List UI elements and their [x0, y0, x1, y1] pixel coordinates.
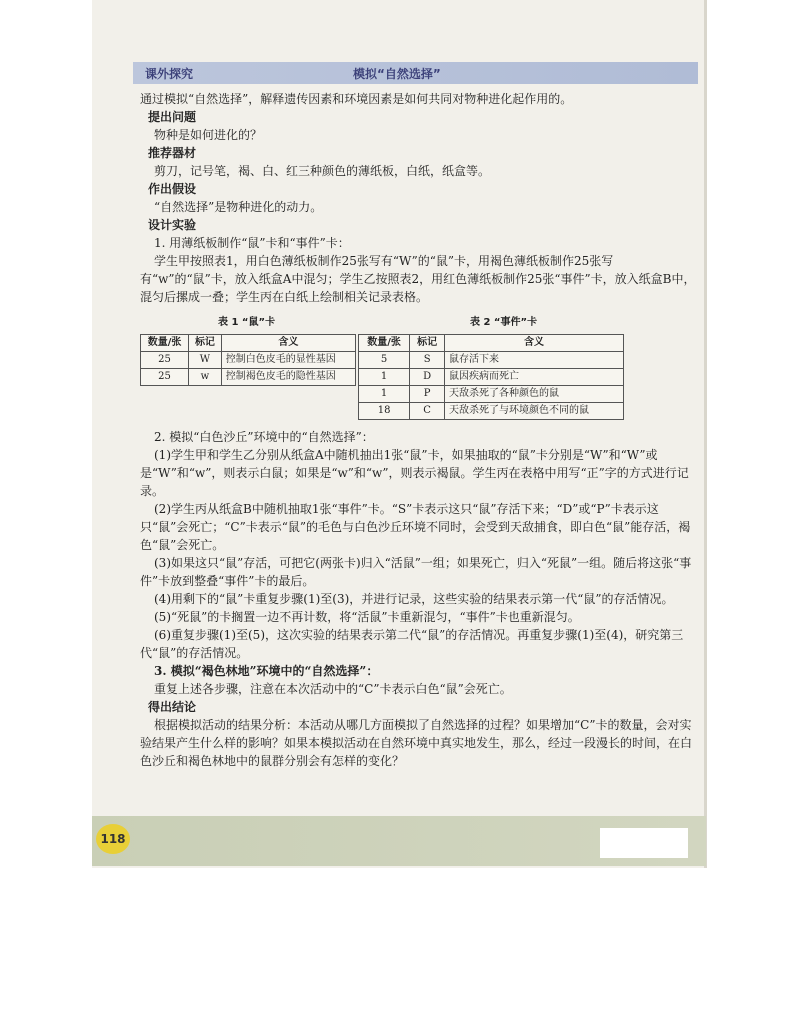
- table-row: [359, 386, 624, 403]
- question-text: 物种是如何进化的？: [154, 128, 263, 142]
- table-row: [359, 352, 624, 369]
- table-cell: D: [410, 369, 445, 386]
- table-row: [359, 369, 624, 386]
- table1: [140, 334, 356, 386]
- section-label: 课外探究: [145, 67, 194, 81]
- table-header-cell: 标记: [189, 335, 222, 352]
- table-cell: 天敌杀死了与环境颜色不同的鼠: [445, 403, 624, 420]
- step2-sub5: (5)“死鼠”的卡搁置一边不再计数，将“活鼠”卡重新混匀，“事件”卡也重新混匀。: [154, 610, 580, 624]
- table-header-row: [359, 335, 624, 352]
- table-cell: S: [410, 352, 445, 369]
- table-cell: 1: [359, 369, 410, 386]
- table-cell: 25: [141, 369, 189, 386]
- table-cell: 18: [359, 403, 410, 420]
- table-cell: C: [410, 403, 445, 420]
- step1-text: 学生甲按照表1，用白色薄纸板制作25张写有“W”的“鼠”卡，用褐色薄纸板制作25张写有“w”的“鼠”卡，放入纸盒A中混匀；学生乙按照表2，用红色薄纸板制作25张“事件”卡，放入纸盒B中，混匀后摞成一叠；学生丙在白纸上绘制相关记录表格。: [140, 254, 696, 304]
- tables-area: [140, 310, 700, 428]
- materials-heading: 推荐器材: [148, 146, 197, 160]
- section-header-bar: [133, 62, 698, 84]
- table-cell: w: [189, 369, 222, 386]
- table-cell: 1: [359, 386, 410, 403]
- table-row: [141, 352, 356, 369]
- table-cell: W: [189, 352, 222, 369]
- table-header-cell: 数量/张: [141, 335, 189, 352]
- page-edge: [704, 0, 707, 868]
- table-cell: 鼠存活下来: [445, 352, 624, 369]
- table-cell: 天敌杀死了各种颜色的鼠: [445, 386, 624, 403]
- design-heading: 设计实验: [148, 218, 197, 232]
- step2-sub1: (1)学生甲和学生乙分别从纸盒A中随机抽出1张“鼠”卡，如果抽取的“鼠”卡分别是“W”和“W”或是“W”和“w”，则表示白鼠；如果是“w”和“w”，则表示褐鼠。学生丙在表格中用写“正”字的方式进行记录。: [140, 448, 689, 498]
- footer-blank-box: [600, 828, 688, 858]
- step3-text: 重复上述各步骤，注意在本次活动中的“C”卡表示白色“鼠”会死亡。: [154, 682, 512, 696]
- table-row: [141, 369, 356, 386]
- page-number-badge: 118: [96, 824, 130, 854]
- table2: [358, 334, 624, 420]
- conclusion-text: 根据模拟活动的结果分析：本活动从哪几方面模拟了自然选择的过程？如果增加“C”卡的数量，会对实验结果产生什么样的影响？如果本模拟活动在自然环境中真实地发生，那么，经过一段漫长的时间，在白色沙丘和褐色林地中的鼠群分别会有怎样的变化？: [140, 718, 693, 768]
- hypothesis-text: “自然选择”是物种进化的动力。: [154, 200, 323, 214]
- intro-text: 通过模拟“自然选择”，解释遗传因素和环境因素是如何共同对物种进化起作用的。: [140, 92, 573, 106]
- table2-caption: 表 2 “事件”卡: [470, 317, 538, 328]
- step1-title: 1. 用薄纸板制作“鼠”卡和“事件”卡：: [154, 236, 350, 250]
- step2-title: 2. 模拟“白色沙丘”环境中的“自然选择”：: [154, 430, 374, 444]
- table-row: [359, 403, 624, 420]
- materials-text: 剪刀，记号笔，褐、白、红三种颜色的薄纸板，白纸，纸盒等。: [154, 164, 491, 178]
- page-content: [140, 90, 700, 770]
- section-title: 模拟“自然选择”: [353, 67, 441, 81]
- table-cell: 控制白色皮毛的显性基因: [221, 352, 355, 369]
- table-cell: 5: [359, 352, 410, 369]
- step2-sub6: (6)重复步骤(1)至(5)，这次实验的结果表示第二代“鼠”的存活情况。再重复步骤(1)至(4)，研究第三代“鼠”的存活情况。: [140, 628, 684, 660]
- step2-sub4: (4)用剩下的“鼠”卡重复步骤(1)至(3)，并进行记录，这些实验的结果表示第一代“鼠”的存活情况。: [154, 592, 674, 606]
- hypothesis-heading: 作出假设: [148, 182, 197, 196]
- step2-sub2: (2)学生丙从纸盒B中随机抽取1张“事件”卡。“S”卡表示这只“鼠”存活下来；“D”或“P”卡表示这只“鼠”会死亡；“C”卡表示“鼠”的毛色与白色沙丘环境不同时，会受到天敌捕食，即白色“鼠”能存活，褐色“鼠”会死亡。: [140, 502, 691, 552]
- table-cell: 控制褐色皮毛的隐性基因: [221, 369, 355, 386]
- question-heading: 提出问题: [148, 110, 197, 124]
- step3-title: 3. 模拟“褐色林地”环境中的“自然选择”：: [154, 664, 379, 678]
- table-header-cell: 含义: [221, 335, 355, 352]
- conclusion-heading: 得出结论: [148, 700, 197, 714]
- table-header-cell: 标记: [410, 335, 445, 352]
- table-header-row: [141, 335, 356, 352]
- table-cell: 鼠因疾病而死亡: [445, 369, 624, 386]
- table-header-cell: 数量/张: [359, 335, 410, 352]
- table-cell: P: [410, 386, 445, 403]
- table1-caption: 表 1 “鼠”卡: [218, 317, 276, 328]
- step2-sub3: (3)如果这只“鼠”存活，可把它(两张卡)归入“活鼠”一组；如果死亡，归入“死鼠”一组。随后将这张“事件”卡放到整叠“事件”卡的最后。: [140, 556, 692, 588]
- table-header-cell: 含义: [445, 335, 624, 352]
- table-cell: 25: [141, 352, 189, 369]
